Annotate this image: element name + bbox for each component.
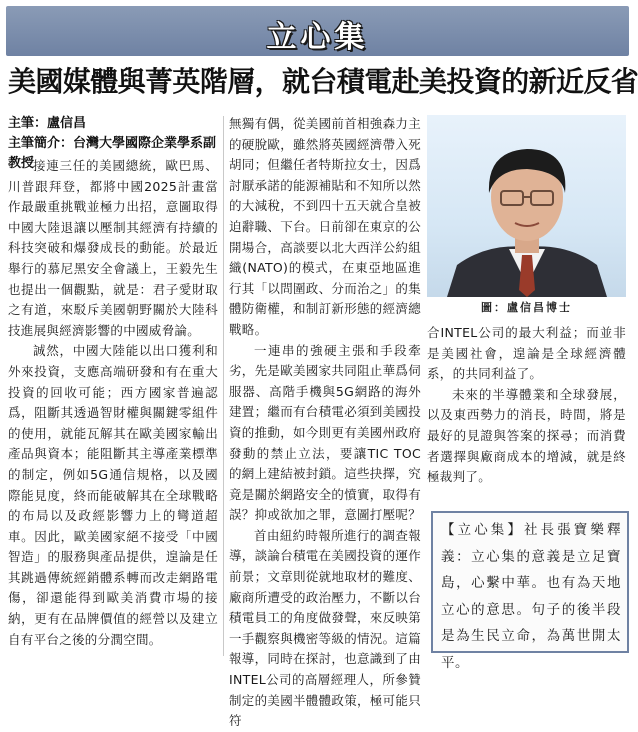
photo-caption: 圖：盧信昌博士 bbox=[481, 301, 572, 314]
author-name: 主筆：盧信昌 bbox=[8, 116, 87, 131]
portrait-illustration bbox=[427, 115, 626, 297]
paragraph: 誠然，中國大陸能以出口獲利和外來投資，支應高端研發和有在重大投資的回收可能；西方國家普遍認爲，阻斷其透過智財權與關鍵零組件的使用，就能瓦解其在歐美國家輸出產品與資本；能阻斷其主導產業標準的制定，例如5G通信規格，以及國際能見度，終而能破解其在全球戰略的布局以及政經影響力上的彎道超車。因此，歐美國家絕不接受「中國智造」的服務與產品提供，遑論是任其跳過傳統經銷體系轉而改走網路電傷，卻還能得到歐美消費市場的接納，更有在品牌價值的經營以及建立自有平台之後的分潤空間。 bbox=[8, 343, 218, 647]
paragraph: 一連串的強硬主張和手段牽劣，先是歐美國家共同阻止華爲伺服器、高階手機與5G網路的海外建置；繼而有台積電必須到美國投資的推動，如今則更有美國州政府發動的禁止立法，要讓TIC TOC的網上建結被封鎖。這些抉擇，究竟是關於網路安全的憤實，取得有誤？抑或欲加之罪，意圖打壓呢？ bbox=[229, 342, 422, 523]
body-column-left bbox=[8, 156, 218, 650]
author-bio: 主筆簡介：台灣大學國際企業學系副教授 bbox=[8, 136, 217, 171]
column-divider bbox=[223, 116, 224, 656]
body-column-right bbox=[427, 323, 626, 488]
article-headline: 美國媒體與菁英階層，就台積電赴美投資的新近反省 bbox=[8, 65, 638, 98]
paragraph: 合INTEL公司的最大利益；而並非是美國社會，遑論是全球經濟體系，的共同利益了。 bbox=[427, 325, 626, 382]
column-title: 立心集 bbox=[266, 20, 369, 55]
sidebar-box bbox=[431, 511, 629, 671]
paragraph: 未來的半導體業和全球發展，以及東西勢力的消長，時間，將是最好的見證與答案的探尋；而消費者選擇與廠商成本的增減，就是終極裁判了。 bbox=[427, 386, 626, 485]
author-photo bbox=[427, 115, 626, 297]
paragraph: 無獨有偶，從美國前首相強森力主的硬脫歐，雖然將英國經濟帶入死胡同；但繼任者特斯拉女士，因爲討厭承諾的能源補貼和不知所以然的大減稅，不到四十五天就合皇被迫辭職、下台。日前卻在東京的公開場合，高談要以北大西洋公約組織(NATO)的模式，在東亞地區進行其「以問圍政、分而治之」的集體防衛權，和制訂新形態的經濟總戰略。 bbox=[229, 116, 422, 337]
column-banner bbox=[6, 6, 629, 56]
paragraph: 首由紐約時報所進行的調查報導，談論台積電在美國投資的運作前景；文章則從就地取材的難度、廠商所遭受的政治壓力，不斷以台積電員工的角度做發聲，來反映第一手觀察與機密等級的情況。這篇報導，同時在探討，也意識到了由INTEL公司的高層經理人，所參贊制定的美國半體體政策，極可能只符 bbox=[229, 527, 422, 729]
body-column-middle bbox=[229, 114, 421, 732]
paragraph: 接連三任的美國總統，歐巴馬、川普跟拜登，都將中國2025計畫當作最嚴重挑戰並極力出招，意圖取得中國大陸退讓以壓制其經濟有持續的科技突破和爆發成長的動能。於最近舉行的慕尼黑安全會議上，王毅先生也提出一個觀點，就是：君子愛財取之有道，來駁斥美國朝野關於大陸科技進展與經濟影響的中國威脅論。 bbox=[8, 158, 218, 338]
sidebar-text: 【立心集】社長張寶樂釋義：立心集的意義是立足寶島，心繫中華。也有為天地立心的意思。句子的後半段是為生民立命，為萬世開太平。 bbox=[441, 522, 621, 671]
